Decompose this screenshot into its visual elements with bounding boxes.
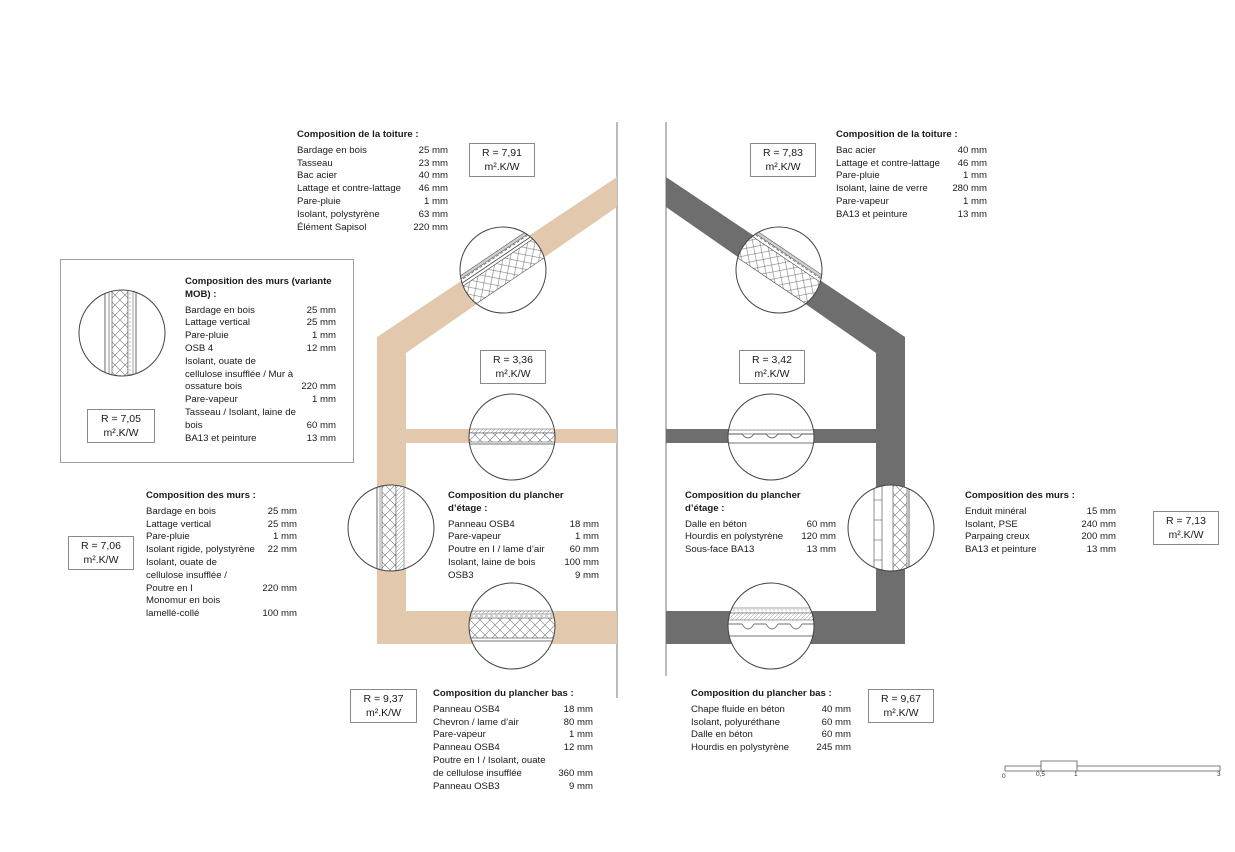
layer-name: Tasseau xyxy=(297,157,333,169)
layer-name: BA13 et peinture xyxy=(836,208,908,220)
left-roof-composition xyxy=(297,129,448,234)
left-roof-r-value: R = 7,91 m².K/W xyxy=(469,143,535,177)
composition-row xyxy=(448,557,599,570)
layer-name: Parpaing creux xyxy=(965,531,1030,543)
composition-row xyxy=(185,330,336,343)
layer-thickness: 25 mm xyxy=(267,518,297,530)
layer-name: Poutre en I / lame d’air xyxy=(448,544,545,556)
right-attic-r-value: R = 3,42 m².K/W xyxy=(739,350,805,384)
layer-name: Hourdis en polystyrène xyxy=(691,742,790,754)
layer-thickness: 13 mm xyxy=(306,432,336,444)
layer-name: OSB3 xyxy=(448,569,474,581)
right-floor-low-composition xyxy=(691,688,851,755)
composition-row xyxy=(185,305,336,318)
composition-row xyxy=(297,222,448,235)
layer-thickness: 40 mm xyxy=(821,703,851,715)
composition-row xyxy=(448,544,599,557)
layer-name: Monomur en bois lamellé-collé xyxy=(146,595,221,620)
layer-thickness: 9 mm xyxy=(575,569,599,581)
left-floor-low-title: Composition du plancher bas : xyxy=(433,688,574,699)
layer-thickness: 60 mm xyxy=(821,716,851,728)
layer-name: Chevron / lame d’air xyxy=(433,716,519,728)
layer-name: Chape fluide en béton xyxy=(691,703,785,715)
layer-thickness: 1 mm xyxy=(312,394,336,406)
composition-row xyxy=(685,544,836,557)
left-floor-low-r-value: R = 9,37 m².K/W xyxy=(350,689,417,723)
composition-row xyxy=(433,717,593,730)
detail-circle-floor-low-left xyxy=(460,583,570,669)
layer-thickness: 15 mm xyxy=(1086,505,1116,517)
composition-row xyxy=(433,742,593,755)
layer-name: Pare-pluie xyxy=(297,195,341,207)
layer-name: Pare-vapeur xyxy=(185,394,238,406)
left-walls-r-value: R = 7,06 m².K/W xyxy=(68,536,134,570)
composition-row xyxy=(836,158,987,171)
layer-name: Isolant rigide, polystyrène xyxy=(146,544,255,556)
layer-thickness: 12 mm xyxy=(563,742,593,754)
composition-row xyxy=(297,145,448,158)
layer-name: Panneau OSB3 xyxy=(433,780,500,792)
layer-name: Pare-vapeur xyxy=(836,195,889,207)
composition-row xyxy=(433,781,593,794)
composition-row xyxy=(185,433,336,446)
right-roof-r-value: R = 7,83 m².K/W xyxy=(750,143,816,177)
composition-row xyxy=(836,209,987,222)
layer-name: Bardage en bois xyxy=(185,304,255,316)
composition-row xyxy=(185,407,336,433)
layer-thickness: 240 mm xyxy=(1081,518,1116,530)
composition-row xyxy=(965,506,1116,519)
right-roof-composition xyxy=(836,129,987,222)
scale-bar xyxy=(1005,761,1220,771)
layer-name: Tasseau / Isolant, laine de bois xyxy=(185,406,296,431)
composition-row xyxy=(185,317,336,330)
layer-name: Isolant, laine de verre xyxy=(836,183,928,195)
layer-name: Isolant, polyuréthane xyxy=(691,716,781,728)
layer-thickness: 100 mm xyxy=(564,556,599,568)
layer-name: Pare-pluie xyxy=(185,330,229,342)
composition-row xyxy=(185,343,336,356)
composition-row xyxy=(185,394,336,407)
layer-name: Bardage en bois xyxy=(146,505,216,517)
scale-label-3: 3 xyxy=(1217,771,1221,778)
composition-row xyxy=(146,519,297,532)
layer-thickness: 120 mm xyxy=(801,531,836,543)
layer-name: Lattage et contre-lattage xyxy=(836,157,941,169)
layer-thickness: 18 mm xyxy=(569,518,599,530)
layer-thickness: 280 mm xyxy=(952,183,987,195)
left-wall-mob-title: Composition des murs (variante MOB) : xyxy=(185,276,332,300)
right-walls-composition xyxy=(965,490,1116,557)
composition-row xyxy=(297,196,448,209)
scale-label-1: 1 xyxy=(1074,771,1078,778)
layer-thickness: 46 mm xyxy=(957,157,987,169)
composition-row xyxy=(448,570,599,583)
detail-circle-floor-up-right xyxy=(720,394,830,480)
layer-name: Isolant, ouate de cellulose insufflée / Mur à ossature bois xyxy=(185,355,294,393)
left-floor-low-composition xyxy=(433,688,593,793)
layer-thickness: 12 mm xyxy=(306,342,336,354)
layer-thickness: 220 mm xyxy=(301,381,336,393)
composition-row xyxy=(685,531,836,544)
left-walls-composition xyxy=(146,490,297,621)
layer-thickness: 60 mm xyxy=(821,729,851,741)
layer-name: Isolant, ouate de cellulose insufflée / Poutre en I xyxy=(146,556,227,594)
layer-thickness: 13 mm xyxy=(957,208,987,220)
detail-circle-wall-right xyxy=(848,480,934,580)
layer-thickness: 60 mm xyxy=(806,518,836,530)
layer-thickness: 23 mm xyxy=(418,157,448,169)
right-floor-low-r-value: R = 9,67 m².K/W xyxy=(868,689,934,723)
layer-thickness: 220 mm xyxy=(262,582,297,594)
composition-row xyxy=(146,544,297,557)
layer-thickness: 18 mm xyxy=(563,703,593,715)
scale-label-0: 0 xyxy=(1002,773,1006,780)
layer-name: Isolant, polystyrène xyxy=(297,208,380,220)
detail-circle-wall-left xyxy=(348,480,434,580)
layer-name: Enduit minéral xyxy=(965,505,1027,517)
composition-row xyxy=(146,557,297,595)
layer-name: Bardage en bois xyxy=(297,144,367,156)
right-floor-up-title: Composition du plancher d’étage : xyxy=(685,490,801,514)
layer-name: Lattage vertical xyxy=(185,317,251,329)
left-wall-mob-r-value: R = 7,05 m².K/W xyxy=(87,409,155,443)
layer-name: Isolant, PSE xyxy=(965,518,1018,530)
composition-row xyxy=(297,209,448,222)
composition-row xyxy=(433,704,593,717)
composition-row xyxy=(448,531,599,544)
left-floor-up-composition xyxy=(448,490,599,583)
composition-row xyxy=(685,519,836,532)
layer-name: Élément Sapisol xyxy=(297,221,367,233)
composition-row xyxy=(691,729,851,742)
layer-thickness: 25 mm xyxy=(267,505,297,517)
layer-thickness: 13 mm xyxy=(1086,544,1116,556)
composition-row xyxy=(448,519,599,532)
layer-name: Lattage et contre-lattage xyxy=(297,183,402,195)
composition-row xyxy=(146,595,297,621)
layer-thickness: 200 mm xyxy=(1081,531,1116,543)
layer-thickness: 1 mm xyxy=(273,531,297,543)
layer-thickness: 40 mm xyxy=(957,144,987,156)
layer-thickness: 1 mm xyxy=(424,195,448,207)
layer-name: OSB 4 xyxy=(185,342,214,354)
left-attic-r-value: R = 3,36 m².K/W xyxy=(480,350,546,384)
layer-name: Hourdis en polystyrène xyxy=(685,531,784,543)
layer-thickness: 60 mm xyxy=(569,544,599,556)
layer-name: Pare-vapeur xyxy=(433,729,486,741)
layer-thickness: 100 mm xyxy=(262,608,297,620)
layer-name: Pare-pluie xyxy=(836,170,880,182)
composition-row xyxy=(185,356,336,394)
layer-thickness: 1 mm xyxy=(963,170,987,182)
layer-thickness: 1 mm xyxy=(312,330,336,342)
composition-row xyxy=(965,519,1116,532)
left-roof-title: Composition de la toiture : xyxy=(297,129,419,140)
composition-row xyxy=(433,755,593,781)
detail-circle-floor-low-right xyxy=(720,583,830,669)
composition-row xyxy=(691,704,851,717)
composition-row xyxy=(297,183,448,196)
layer-thickness: 25 mm xyxy=(306,304,336,316)
layer-name: Pare-vapeur xyxy=(448,531,501,543)
layer-name: Lattage vertical xyxy=(146,518,212,530)
layer-name: Panneau OSB4 xyxy=(448,518,515,530)
layer-name: Dalle en béton xyxy=(685,518,747,530)
layer-thickness: 1 mm xyxy=(569,729,593,741)
layer-thickness: 220 mm xyxy=(413,221,448,233)
layer-thickness: 245 mm xyxy=(816,742,851,754)
composition-row xyxy=(691,717,851,730)
layer-thickness: 1 mm xyxy=(963,195,987,207)
composition-row xyxy=(146,531,297,544)
scale-label-0-5: 0,5 xyxy=(1036,771,1046,778)
layer-thickness: 25 mm xyxy=(306,317,336,329)
composition-row xyxy=(146,506,297,519)
right-floor-low-title: Composition du plancher bas : xyxy=(691,688,832,699)
right-walls-r-value: R = 7,13 m².K/W xyxy=(1153,511,1219,545)
layer-name: BA13 et peinture xyxy=(185,432,257,444)
layer-thickness: 46 mm xyxy=(418,183,448,195)
layer-thickness: 360 mm xyxy=(558,767,593,779)
right-roof-title: Composition de la toiture : xyxy=(836,129,958,140)
layer-thickness: 25 mm xyxy=(418,144,448,156)
layer-thickness: 13 mm xyxy=(806,544,836,556)
layer-thickness: 9 mm xyxy=(569,780,593,792)
layer-name: Sous-face BA13 xyxy=(685,544,755,556)
composition-row xyxy=(297,170,448,183)
left-walls-title: Composition des murs : xyxy=(146,490,256,501)
right-walls-title: Composition des murs : xyxy=(965,490,1075,501)
layer-name: Bac acier xyxy=(297,170,337,182)
layer-name: Panneau OSB4 xyxy=(433,703,500,715)
layer-thickness: 63 mm xyxy=(418,208,448,220)
composition-row xyxy=(691,742,851,755)
layer-name: Dalle en béton xyxy=(691,729,753,741)
composition-row xyxy=(297,158,448,171)
layer-thickness: 40 mm xyxy=(418,170,448,182)
left-floor-up-title: Composition du plancher d’étage : xyxy=(448,490,564,514)
composition-row xyxy=(965,531,1116,544)
layer-thickness: 1 mm xyxy=(575,531,599,543)
composition-row xyxy=(836,196,987,209)
layer-name: Panneau OSB4 xyxy=(433,742,500,754)
layer-thickness: 22 mm xyxy=(267,544,297,556)
right-floor-up-composition xyxy=(685,490,836,557)
layer-name: Poutre en I / Isolant, ouate de cellulose insufflée xyxy=(433,754,546,779)
composition-row xyxy=(433,729,593,742)
composition-row xyxy=(836,170,987,183)
layer-name: Pare-pluie xyxy=(146,531,190,543)
left-wall-mob-composition xyxy=(185,276,336,445)
composition-row xyxy=(836,183,987,196)
layer-name: Isolant, laine de bois xyxy=(448,556,536,568)
layer-name: BA13 et peinture xyxy=(965,544,1037,556)
layer-thickness: 60 mm xyxy=(306,419,336,431)
layer-name: Bac acier xyxy=(836,144,876,156)
composition-row xyxy=(836,145,987,158)
composition-row xyxy=(965,544,1116,557)
layer-thickness: 80 mm xyxy=(563,716,593,728)
detail-circle-floor-up-left xyxy=(460,394,570,480)
